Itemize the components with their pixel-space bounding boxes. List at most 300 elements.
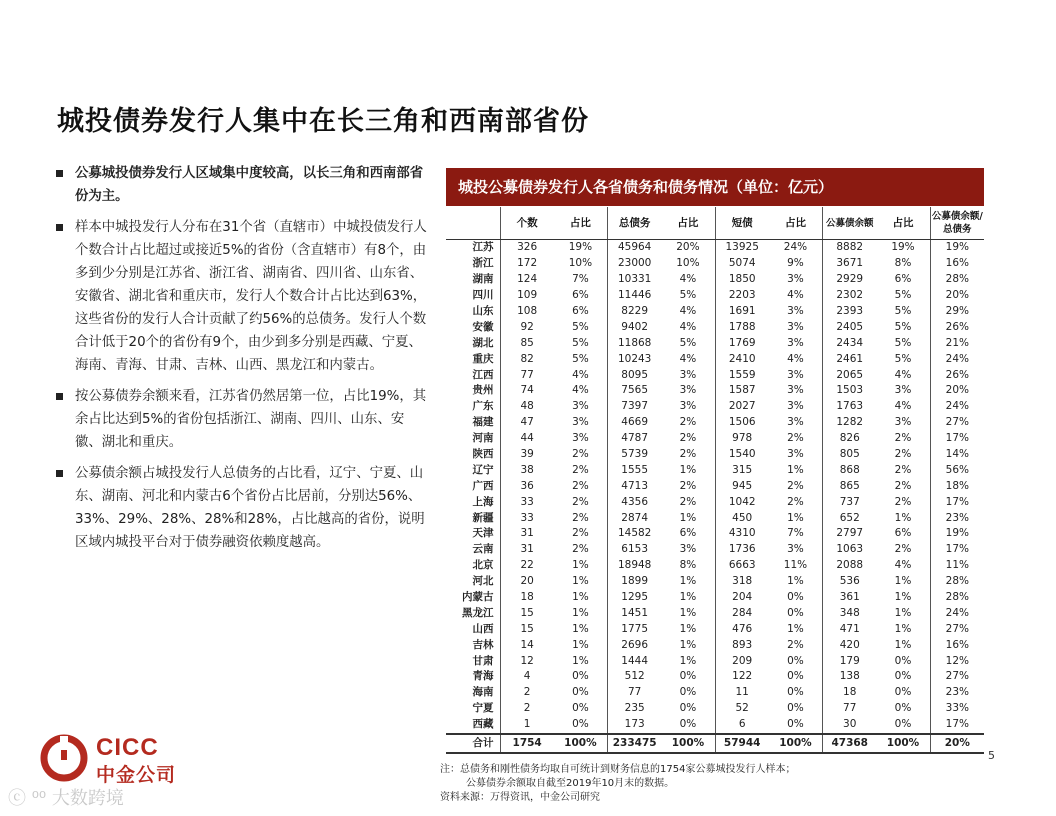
value-cell: 326 [500,240,554,256]
value-cell: 471 [823,621,877,637]
value-cell: 0% [787,606,804,619]
value-cell: 4% [787,352,804,365]
value-cell: 6153 [608,542,662,558]
value-cell: 1% [572,638,589,651]
value-cell: 10% [676,257,700,270]
table-row [446,526,984,542]
value-cell: 52 [715,701,769,717]
value-cell: 3% [787,416,804,429]
table-row [446,685,984,701]
value-cell: 1% [894,575,912,588]
province-cell: 广西 [472,479,494,492]
value-cell: 536 [823,574,877,590]
table-row [446,574,984,590]
value-cell: 0% [894,718,912,731]
province-cell: 新疆 [472,511,494,524]
value-cell: 476 [715,621,769,637]
province-cell: 陕西 [472,448,494,461]
value-cell: 36 [500,478,554,494]
value-cell: 318 [715,574,769,590]
value-cell: 1506 [715,415,769,431]
value-cell: 6 [715,717,769,734]
column-header: 个数 [500,207,554,240]
province-cell: 辽宁 [472,463,494,476]
value-cell: 5% [894,336,912,349]
value-cell: 2% [572,511,589,524]
value-cell: 4 [500,669,554,685]
value-cell: 0% [679,702,697,715]
province-cell: 浙江 [472,257,494,270]
value-cell: 20 [500,574,554,590]
value-cell: 1042 [715,494,769,510]
value-cell: 1775 [608,621,662,637]
value-cell: 3% [679,400,697,413]
value-cell: 3% [679,368,697,381]
value-cell: 4310 [715,526,769,542]
table-row [446,383,984,399]
value-cell: 2027 [715,399,769,415]
province-cell: 江西 [472,368,494,381]
province-cell: 重庆 [472,352,494,365]
column-header: 占比 [876,207,930,240]
value-cell: 3% [679,384,697,397]
value-cell: 1% [679,591,697,604]
value-cell: 4% [894,368,912,381]
value-cell: 2% [894,543,912,556]
value-cell: 15 [500,605,554,621]
table-header-row [446,207,984,240]
source-line: 资料来源：万得资讯，中金公司研究 [440,792,600,803]
value-cell: 47 [500,415,554,431]
value-cell: 2% [572,448,589,461]
value-cell: 12% [930,653,984,669]
column-header: 占比 [554,207,608,240]
value-cell: 138 [823,669,877,685]
value-cell: 2% [894,463,912,476]
value-cell: 209 [715,653,769,669]
value-cell: 5% [894,289,912,302]
value-cell: 1% [894,622,912,635]
value-cell: 1% [787,622,804,635]
value-cell: 2405 [823,319,877,335]
value-cell: 0% [787,718,804,731]
value-cell: 17% [930,717,984,734]
value-cell: 4% [679,305,697,317]
value-cell: 2% [787,638,804,651]
table-row [446,335,984,351]
value-cell: 1% [787,463,804,476]
square-bullet-icon [56,170,63,177]
value-cell: 18 [823,685,877,701]
value-cell: 77 [608,685,662,701]
value-cell: 8882 [823,240,877,256]
value-cell: 18 [500,590,554,606]
footnotes [440,763,795,805]
value-cell: 6% [894,273,912,286]
bullet-item [53,462,429,554]
column-header: 占比 [769,207,823,240]
value-cell: 122 [715,669,769,685]
value-cell: 8% [679,559,697,572]
value-cell: 2% [679,448,697,461]
value-cell: 1% [894,591,912,604]
value-cell: 19% [930,526,984,542]
value-cell: 0% [572,702,589,715]
value-cell: 6% [679,527,697,540]
value-cell: 14 [500,637,554,653]
province-cell: 天津 [472,527,494,540]
value-cell: 11% [930,558,984,574]
value-cell: 420 [823,637,877,653]
table-row [446,494,984,510]
value-cell: 38 [500,462,554,478]
value-cell: 28% [930,574,984,590]
value-cell: 737 [823,494,877,510]
value-cell: 1451 [608,605,662,621]
value-cell: 1587 [715,383,769,399]
table-row [446,288,984,304]
table-row [446,701,984,717]
province-cell: 山西 [472,622,494,635]
value-cell: 4669 [608,415,662,431]
value-cell: 3% [572,400,589,413]
value-cell: 56% [930,462,984,478]
slide-title: 城投债券发行人集中在长三角和西南部省份 [57,106,589,137]
value-cell: 10243 [608,351,662,367]
value-cell: 44 [500,431,554,447]
value-cell: 3% [787,273,804,286]
value-cell: 100% [876,734,930,753]
value-cell: 1063 [823,542,877,558]
value-cell: 20% [930,288,984,304]
value-cell: 14% [930,447,984,463]
value-cell: 0% [572,670,589,683]
value-cell: 0% [894,686,912,699]
value-cell: 1444 [608,653,662,669]
bullet-list [53,162,429,562]
value-cell: 2434 [823,335,877,351]
table-row [446,319,984,335]
value-cell: 26% [930,367,984,383]
table-row [446,510,984,526]
value-cell: 17% [930,494,984,510]
province-cell: 青海 [472,670,494,683]
value-cell: 12 [500,653,554,669]
value-cell: 8229 [608,304,662,320]
value-cell: 22 [500,558,554,574]
value-cell: 865 [823,478,877,494]
value-cell: 3% [787,543,804,556]
table-row [446,399,984,415]
value-cell: 10% [568,257,593,270]
table-row [446,590,984,606]
table-row [446,478,984,494]
value-cell: 5% [679,336,697,349]
value-cell: 33% [930,701,984,717]
value-cell: 3% [894,416,912,429]
value-cell: 17% [930,542,984,558]
table-row [446,669,984,685]
value-cell: 512 [608,669,662,685]
value-cell: 315 [715,462,769,478]
value-cell: 77 [500,367,554,383]
value-cell: 100% [554,734,608,753]
province-cell: 山东 [472,305,494,317]
value-cell: 3% [787,448,804,461]
value-cell: 2% [572,495,589,508]
value-cell: 1540 [715,447,769,463]
value-cell: 4356 [608,494,662,510]
province-cell: 宁夏 [472,702,494,715]
value-cell: 2% [572,543,589,556]
value-cell: 2% [787,432,804,445]
bullet-text: 样本中城投发行人分布在31个省（直辖市）中城投债发行人个数合计占比超过或接近5%的省份（含直辖市）有8个，由多到少分别是江苏省、浙江省、湖南省、四川省、山东省、安徽省、湖北省和重庆市，发行人个数合计占比达到63%，这些省份的发行人合计贡献了约56%的总债务。发行人个数合计低于20个的省份有9个，由少到多分别是西藏、宁夏、海南、青海、甘肃、吉林、山西、黑龙江和内蒙古。 [75,220,427,373]
value-cell: 4% [572,384,589,397]
value-cell: 2065 [823,367,877,383]
table-row [446,272,984,288]
value-cell: 3% [572,432,589,445]
province-cell: 安徽 [472,320,494,333]
value-cell: 1295 [608,590,662,606]
value-cell: 16% [930,256,984,272]
bullet-text: 公募城投债券发行人区域集中度较高，以长三角和西南部省份为主。 [75,166,424,204]
table-row [446,415,984,431]
value-cell: 978 [715,431,769,447]
value-cell: 7397 [608,399,662,415]
value-cell: 33 [500,510,554,526]
value-cell: 2% [572,527,589,540]
value-cell: 77 [823,701,877,717]
value-cell: 0% [572,718,589,731]
province-debt-table [446,207,984,754]
value-cell: 0% [679,686,697,699]
value-cell: 1763 [823,399,877,415]
value-cell: 3% [679,543,697,556]
value-cell: 2% [894,432,912,445]
value-cell: 1% [894,511,912,524]
value-cell: 2% [894,448,912,461]
value-cell: 26% [930,319,984,335]
square-bullet-icon [56,224,63,231]
value-cell: 23000 [608,256,662,272]
value-cell: 1 [500,717,554,734]
value-cell: 9% [787,257,804,270]
province-cell: 河南 [472,432,494,445]
table-row [446,717,984,734]
page-number: 5 [988,749,995,762]
value-cell: 1% [572,654,589,667]
value-cell: 1503 [823,383,877,399]
value-cell: 1% [572,575,589,588]
value-cell: 8095 [608,367,662,383]
value-cell: 11446 [608,288,662,304]
value-cell: 23% [930,685,984,701]
value-cell: 1555 [608,462,662,478]
value-cell: 0% [679,718,697,731]
value-cell: 3% [787,305,804,317]
value-cell: 124 [500,272,554,288]
value-cell: 24% [930,399,984,415]
province-cell: 北京 [472,559,494,572]
value-cell: 47368 [823,734,877,753]
value-cell: 2797 [823,526,877,542]
value-cell: 0% [787,686,804,699]
value-cell: 3% [787,320,804,333]
value-cell: 48 [500,399,554,415]
value-cell: 868 [823,462,877,478]
value-cell: 1% [679,606,697,619]
value-cell: 450 [715,510,769,526]
value-cell: 1% [679,622,697,635]
value-cell: 4% [679,320,697,333]
value-cell: 1% [679,511,697,524]
value-cell: 3% [787,336,804,349]
value-cell: 2696 [608,637,662,653]
table-row [446,304,984,320]
value-cell: 1769 [715,335,769,351]
table-row [446,256,984,272]
value-cell: 28% [930,590,984,606]
province-cell: 云南 [472,543,494,556]
value-cell: 0% [787,702,804,715]
value-cell: 31 [500,542,554,558]
value-cell: 2 [500,685,554,701]
value-cell: 1% [679,463,697,476]
logo-chinese-text: 中金公司 [96,764,177,786]
value-cell: 2% [572,479,589,492]
value-cell: 1% [787,511,804,524]
value-cell: 805 [823,447,877,463]
value-cell: 11868 [608,335,662,351]
province-cell: 福建 [472,416,494,429]
value-cell: 18948 [608,558,662,574]
value-cell: 0% [787,654,804,667]
value-cell: 1899 [608,574,662,590]
value-cell: 1% [787,575,804,588]
bullet-item [53,216,429,377]
province-cell: 海南 [472,686,494,699]
value-cell: 8% [894,257,912,270]
value-cell: 100% [661,734,715,753]
value-cell: 4% [787,289,804,302]
value-cell: 1% [572,606,589,619]
column-header: 公募债余额 [823,207,877,240]
value-cell: 14582 [608,526,662,542]
value-cell: 3% [787,384,804,397]
table-row [446,637,984,653]
value-cell: 2% [787,479,804,492]
value-cell: 1282 [823,415,877,431]
value-cell: 19% [891,241,915,254]
value-cell: 30 [823,717,877,734]
value-cell: 10331 [608,272,662,288]
value-cell: 13925 [715,240,769,256]
province-cell: 湖南 [472,273,494,286]
value-cell: 4% [894,559,912,572]
value-cell: 4% [894,400,912,413]
value-cell: 5% [572,320,589,333]
value-cell: 17% [930,431,984,447]
footnote-line: 公募债券余额取自截至2019年10月末的数据。 [466,778,675,789]
value-cell: 20% [930,734,984,753]
value-cell: 172 [500,256,554,272]
value-cell: 7% [787,527,804,540]
value-cell: 3% [787,400,804,413]
value-cell: 82 [500,351,554,367]
value-cell: 6% [572,305,589,317]
value-cell: 9402 [608,319,662,335]
value-cell: 57944 [715,734,769,753]
value-cell: 1691 [715,304,769,320]
province-cell: 甘肃 [472,654,494,667]
value-cell: 3671 [823,256,877,272]
value-cell: 2393 [823,304,877,320]
value-cell: 2203 [715,288,769,304]
value-cell: 2% [572,463,589,476]
value-cell: 39 [500,447,554,463]
value-cell: 361 [823,590,877,606]
value-cell: 204 [715,590,769,606]
value-cell: 1788 [715,319,769,335]
footnote-line: 注：总债务和刚性债务均取自可统计到财务信息的1754家公募城投发行人样本； [440,764,796,775]
value-cell: 0% [679,670,697,683]
value-cell: 0% [894,654,912,667]
value-cell: 0% [572,686,589,699]
province-cell: 西藏 [472,718,494,731]
table-row [446,558,984,574]
header-corner-cell [446,207,500,240]
column-header: 公募债余额/总债务 [930,207,984,240]
value-cell: 1559 [715,367,769,383]
value-cell: 7565 [608,383,662,399]
value-cell: 4% [572,368,589,381]
value-cell: 29% [930,304,984,320]
table-row [446,621,984,637]
table-row [446,240,984,256]
table-row [446,431,984,447]
value-cell: 5% [572,352,589,365]
province-cell: 江苏 [472,241,494,254]
value-cell: 11% [783,559,808,572]
value-cell: 1% [679,575,697,588]
table-body [446,240,984,753]
table-row [446,605,984,621]
value-cell: 24% [930,351,984,367]
value-cell: 85 [500,335,554,351]
value-cell: 1% [679,654,697,667]
value-cell: 1% [894,606,912,619]
value-cell: 2 [500,701,554,717]
province-cell: 上海 [472,495,494,508]
table-row [446,367,984,383]
value-cell: 2302 [823,288,877,304]
value-cell: 5% [572,336,589,349]
value-cell: 5% [894,320,912,333]
watermark-text: 大数跨境 [51,788,124,809]
value-cell: 0% [787,591,804,604]
total-row [446,734,984,753]
value-cell: 652 [823,510,877,526]
value-cell: 6% [894,527,912,540]
value-cell: 2929 [823,272,877,288]
value-cell: 2% [679,416,697,429]
value-cell: 31 [500,526,554,542]
bullet-text: 按公募债券余额来看，江苏省仍然居第一位，占比19%，其余占比达到5%的省份包括浙江、湖南、四川、山东、安徽、湖北和重庆。 [75,389,427,450]
value-cell: 284 [715,605,769,621]
value-cell: 74 [500,383,554,399]
province-cell: 黑龙江 [462,606,494,619]
value-cell: 3% [894,384,912,397]
